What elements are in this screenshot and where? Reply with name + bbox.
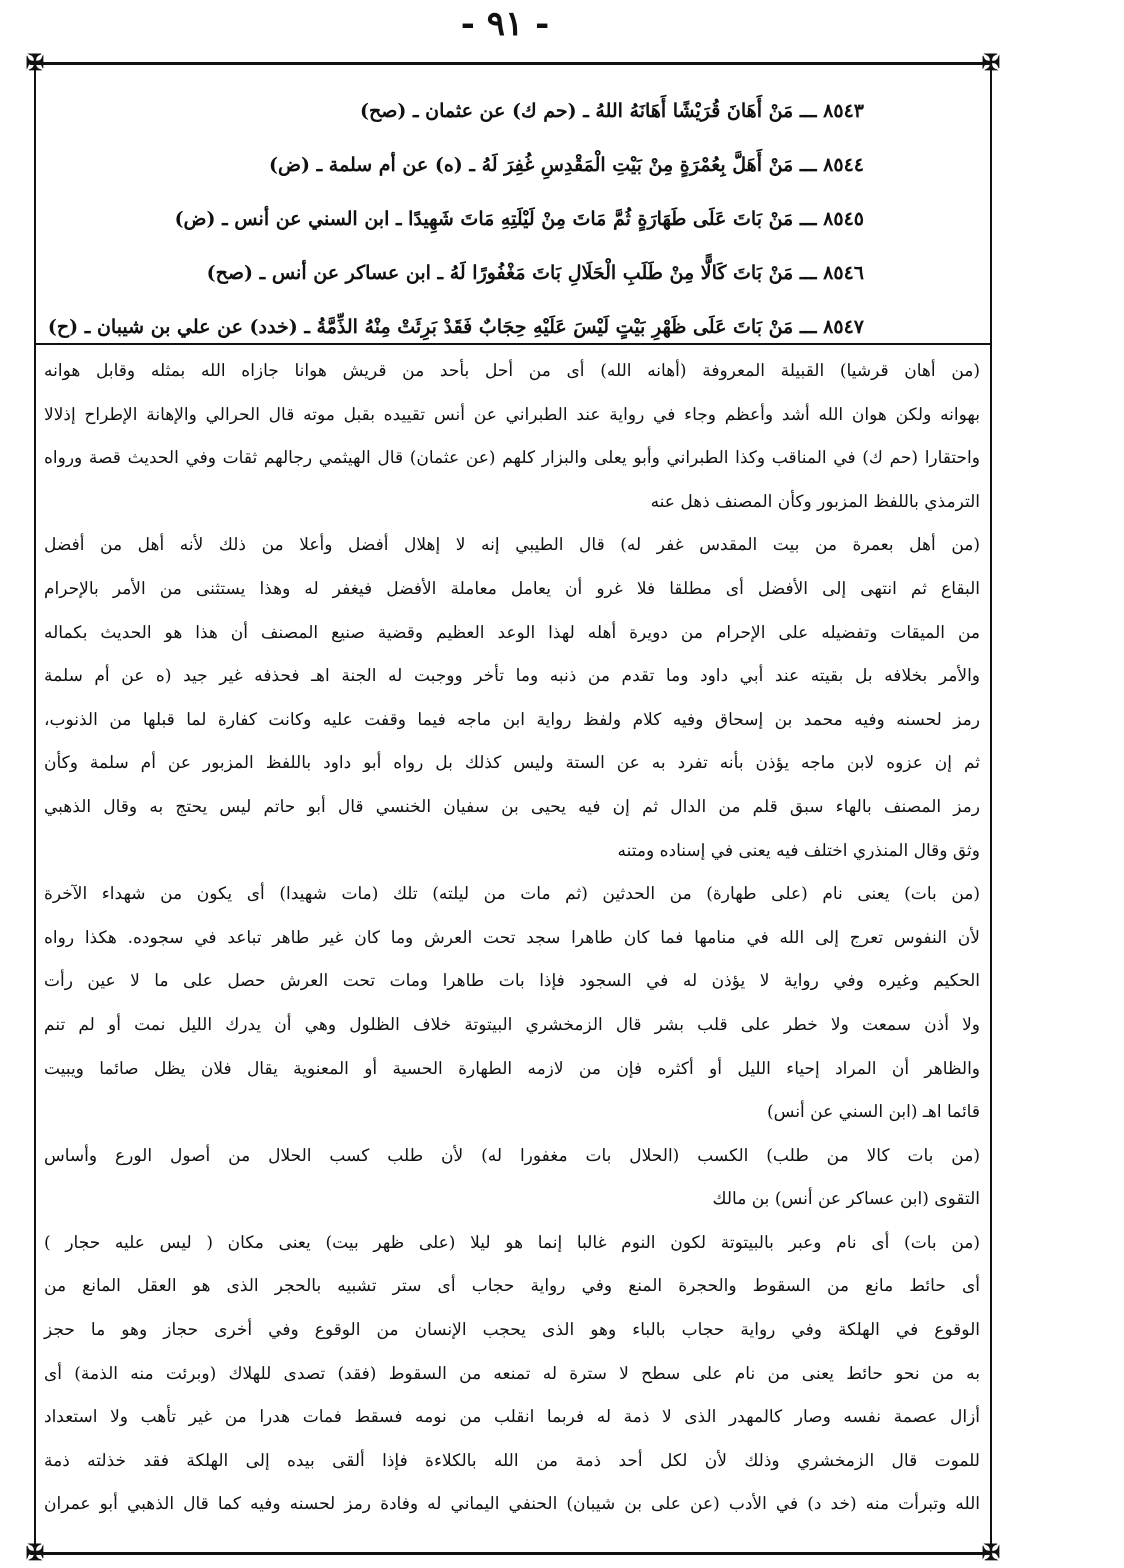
corner-ornament-icon: ✠ <box>25 50 45 76</box>
hadith-8545: ٨٥٤٥ ـــ مَنْ بَاتَ عَلَى طَهَارَةٍ ثُمَّ مَاتَ مِنْ لَيْلَتِهِ مَاتَ شَهِيدًا ـ ابن السني عن أنس ـ (ض) <box>174 208 864 230</box>
frame-right-rule <box>990 64 992 1554</box>
corner-ornament-icon: ✠ <box>981 50 1001 76</box>
commentary-line: (من بات) أى نام وعبر بالبيتوتة لكون النوم غالبا إنما هو ليلا (على ظهر بيت) يعنى مكان ( ليس عليه حجار ) <box>44 1232 980 1253</box>
commentary-line: بهوانه ولكن هوان الله أشد وأعظم وجاء في رواية عند الطبراني عن أنس تقييده بقبل موته قال الحرالي والإهانة الإطراح إذلالا <box>44 404 980 425</box>
commentary-line: الوقوع في الهلكة وفي رواية حجاب بالباء وهو الذى يحجب الإنسان من الوقوع وفي أخرى حجاز وهو ما حجز <box>44 1320 980 1341</box>
commentary-line: (من أهان قرشيا) القبيلة المعروفة (أهانه الله) أى من أحل بأحد من قريش هوانا جازاه الله بمثله وقابل هوانه <box>44 361 980 381</box>
commentary-line: ثم إن عزوه لابن ماجه يؤذن بأنه تفرد به عن الستة وليس كذلك بل رواه أبو داود باللفظ المزبور عن أم سلمة وكأن <box>44 753 980 774</box>
commentary-line: (من بات) يعنى نام (على طهارة) من الحدثين (ثم مات من ليلته) تلك (مات شهيدا) أى يكون من شهداء الآخرة <box>44 884 980 905</box>
commentary-line: الترمذي باللفظ المزبور وكأن المصنف ذهل عنه <box>650 491 980 512</box>
commentary-line: رمز لحسنه وفيه محمد بن إسحاق وفيه كلام ولفظ رواية ابن ماجه فيما وقفت عليه وكانت كفارة لما قبلها من الذنوب، <box>44 709 980 730</box>
commentary-line: رمز المصنف بالهاء سبق قلم من الدال ثم إن فيه يحيى بن سفيان الخنسي قال أبو حاتم ليس يحتج به وقال الذهبي <box>44 796 980 817</box>
commentary-line: التقوى (ابن عساكر عن أنس) بن مالك <box>712 1189 980 1210</box>
commentary-line: من الميقات وتفضيله على الإحرام من دويرة أهله لهذا الوعد العظيم وقضية صنيع المصنف أن هذا هو الحديث بكماله <box>44 622 980 643</box>
hadith-8544: ٨٥٤٤ ـــ مَنْ أَهَلَّ بِعُمْرَةٍ مِنْ بَيْتِ الْمَقْدِسِ غُفِرَ لَهُ ـ (ه) عن أم سلمة ـ (ض) <box>269 154 864 176</box>
hadith-8543: ٨٥٤٣ ـــ مَنْ أَهَانَ قُرَيْشًا أَهَانَهُ اللهُ ـ (حم ك) عن عثمان ـ (صح) <box>359 100 864 122</box>
hadith-8547: ٨٥٤٧ ـــ مَنْ بَاتَ عَلَى ظَهْرِ بَيْتٍ لَيْسَ عَلَيْهِ حِجَابٌ فَقَدْ بَرِئَتْ مِنْهُ الذِّمَّةُ ـ (خدد) عن علي بن شيبان ـ (ح) <box>47 316 864 338</box>
corner-ornament-icon: ✠ <box>25 1540 45 1566</box>
frame-bottom-rule <box>30 1552 990 1555</box>
commentary-line: الله وتبرأت منه (خد د) في الأدب (عن على بن شيبان) الحنفي اليماني له وفادة رمز لحسنه وفيه كما قال الذهبي أبو عمران <box>44 1494 980 1515</box>
commentary-line: الحكيم وغيره وفي رواية لا يؤذن له في السجود فإذا بات طاهرا ومات تحت العرش حصل على ما لا عين رأت <box>44 971 980 992</box>
commentary-line: (من بات كالا من طلب) الكسب (الحلال بات مغفورا له) لأن طلب كسب الحلال من أصول الورع وأساس <box>44 1145 980 1166</box>
hadith-8546: ٨٥٤٦ ـــ مَنْ بَاتَ كَالًّا مِنْ طَلَبِ الْحَلَالِ بَاتَ مَغْفُورًا لَهُ ـ ابن عساكر عن أنس ـ (صح) <box>206 262 864 284</box>
frame-top-rule <box>30 62 990 65</box>
commentary-line: البقاع ثم انتهى إلى الأفضل أى مطلقا فلا غرو أن يعامل معاملة الأفضل فيغفر له وهذا يستثنى من الأمر بالإحرام <box>44 578 980 599</box>
commentary-line: والظاهر أن المراد إحياء الليل أو أكثره فإن من لازمه الطهارة الحسية أو المعنوية يقال فلان يظل صائما ويبيت <box>44 1058 980 1079</box>
commentary-line: للموت قال الزمخشري وذلك لأن لكل أحد ذمة من الله بالكلاءة فإذا ألقى بيده إلى الهلكة فقد خذلته ذمة <box>44 1450 980 1471</box>
commentary-line: قائما اهـ (ابن السني عن أنس) <box>767 1102 980 1123</box>
corner-ornament-icon: ✠ <box>981 1540 1001 1566</box>
page-number: - ٩١ - <box>460 4 550 44</box>
commentary-line: به من نحو حائط يعنى من نام على سطح لا سترة له تمنعه من السقوط (فقد) تصدى للهلاك (وبرئت منه الذمة) أى <box>44 1363 980 1384</box>
commentary-line: وثق وقال المنذري اختلف فيه يعنى في إسناده ومتنه <box>617 840 980 861</box>
hadith-list <box>44 84 864 354</box>
commentary-line: والأمر بخلافه بل بقيته عند أبي داود وما تقدم من ذنبه وما تأخر ووجبت له الجنة اهـ فحذفه غير جيد (ه عن أم سلمة <box>44 666 980 687</box>
commentary-line: واحتقارا (حم ك) في المناقب وكذا الطبراني وأبو يعلى والبزار كلهم (عن عثمان) قال الهيثمي رجالهم ثقات وفي الحديث قصة ورواه <box>44 448 980 469</box>
commentary-line: أزال عصمة نفسه وصار كالمهدر الذى لا ذمة له فربما انقلب من نومه فسقط فمات هدرا من غير تأهب ولا استعداد <box>44 1407 980 1428</box>
commentary <box>44 350 980 1527</box>
commentary-line: أى حائط مانع من السقوط والحجرة المنع وفي رواية حجاب أى ستر تشبيه بالحجر الذى هو العقل المانع من <box>44 1276 981 1297</box>
commentary-line: (من أهل بعمرة من بيت المقدس غفر له) قال الطيبي إنه لا إهلال أفضل وأعلا من ذلك لأنه أهل من أفضل <box>44 535 980 556</box>
commentary-line: ولا أذن سمعت ولا خطر على قلب بشر قال الزمخشري البيتوتة خلاف الظلول وهي أن يدرك الليل نمت أو لم تنم <box>44 1014 980 1035</box>
commentary-line: لأن النفوس تعرج إلى الله في منامها فما كان طاهرا سجد تحت العرش وما كان غير طاهر تباعد في سجوده. هكذا رواه <box>44 927 980 948</box>
frame-left-rule <box>34 64 36 1554</box>
section-separator <box>36 343 990 345</box>
